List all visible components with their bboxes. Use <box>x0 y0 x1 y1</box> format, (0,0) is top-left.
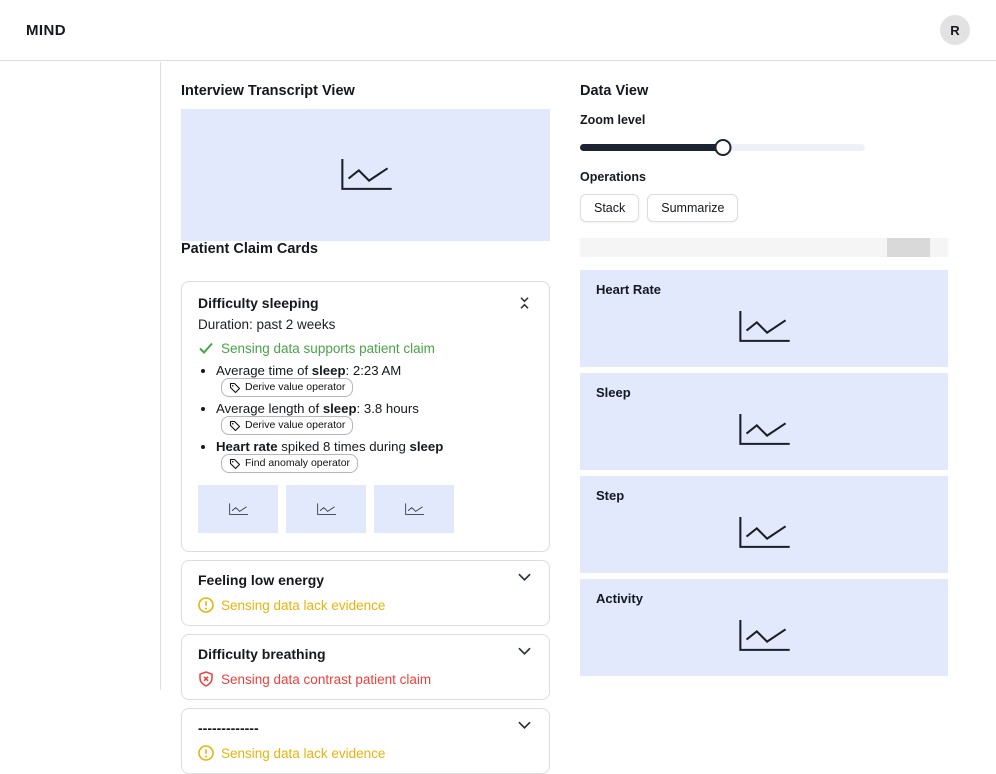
top-bar <box>0 0 996 61</box>
operator-chip-label: Derive value operator <box>245 381 346 393</box>
zoom-slider[interactable] <box>580 139 865 156</box>
claim-duration: Duration: past 2 weeks <box>198 317 336 332</box>
operations-label: Operations <box>580 170 646 184</box>
claim-status <box>198 597 533 613</box>
data-chart-label: Activity <box>596 591 643 606</box>
operator-chip[interactable] <box>221 454 358 473</box>
line-chart-icon <box>733 618 795 655</box>
line-chart-icon <box>733 412 795 449</box>
shield-x-icon <box>198 671 214 687</box>
claim-status <box>198 340 533 356</box>
line-chart-icon <box>335 157 397 194</box>
stack-button[interactable]: Stack <box>580 194 639 222</box>
transcript-chart-placeholder <box>181 109 550 241</box>
claim-title: ------------- <box>198 720 259 736</box>
operator-chip-label: Find anomaly operator <box>245 457 351 469</box>
transcript-column <box>181 83 550 774</box>
evidence-text: : 3.8 hours <box>356 401 419 416</box>
claim-title: Feeling low energy <box>198 572 325 588</box>
tag-icon <box>229 458 241 470</box>
claim-title: Difficulty breathing <box>198 646 326 662</box>
evidence-item <box>216 401 533 435</box>
evidence-text: Average time of <box>216 363 312 378</box>
operator-chip[interactable] <box>221 416 353 435</box>
claim-status-label: Sensing data lack evidence <box>221 597 386 613</box>
zoom-slider-fill <box>580 144 723 151</box>
evidence-keyword: Heart rate <box>216 439 278 454</box>
claim-status <box>198 745 533 761</box>
evidence-keyword: sleep <box>322 401 357 416</box>
tag-icon <box>229 382 241 394</box>
chevron-down-icon <box>518 573 531 581</box>
claim-card-feeling-low-energy <box>181 560 550 626</box>
collapse-icon <box>518 296 531 310</box>
claim-card-header[interactable] <box>198 645 533 663</box>
chart-icon-wrap <box>580 500 948 567</box>
data-chart-label: Step <box>596 488 625 503</box>
transcript-view-title: Interview Transcript View <box>181 83 355 99</box>
chevron-down-icon <box>518 721 531 729</box>
chart-icon-wrap <box>580 397 948 464</box>
claim-status-label: Sensing data contrast patient claim <box>221 671 432 687</box>
data-chart-label: Sleep <box>596 385 631 400</box>
mini-chart-icon <box>227 502 250 517</box>
chart-thumbnail[interactable] <box>198 485 278 533</box>
claim-card-difficulty-breathing <box>181 634 550 700</box>
main-content <box>161 61 996 774</box>
data-chart-label: Heart Rate <box>596 282 662 297</box>
user-avatar[interactable]: R <box>940 15 970 45</box>
claim-cards-title: Patient Claim Cards <box>181 241 318 257</box>
evidence-keyword: sleep <box>311 363 346 378</box>
evidence-text: spiked 8 times during <box>277 439 410 454</box>
check-icon <box>198 340 214 356</box>
data-view-title: Data View <box>580 83 649 99</box>
expand-button[interactable] <box>516 719 533 731</box>
claim-card-header[interactable] <box>198 719 533 737</box>
tag-icon <box>229 420 241 432</box>
horizontal-scrollbar[interactable] <box>580 238 948 257</box>
data-view-column <box>580 83 948 774</box>
evidence-text: : 2:23 AM <box>345 363 402 378</box>
operations-buttons <box>580 194 948 222</box>
claim-status-label: Sensing data lack evidence <box>221 745 386 761</box>
zoom-slider-thumb[interactable] <box>714 139 731 156</box>
line-chart-icon <box>733 515 795 552</box>
claim-title: Difficulty sleeping <box>198 295 319 311</box>
claim-status-label: Sensing data supports patient claim <box>221 340 435 356</box>
line-chart-icon <box>733 309 795 346</box>
data-chart-step[interactable] <box>580 476 948 573</box>
chart-thumbnail[interactable] <box>286 485 366 533</box>
expand-button[interactable] <box>516 571 533 583</box>
summarize-button[interactable]: Summarize <box>647 194 738 222</box>
mini-chart-icon <box>403 502 426 517</box>
vertical-divider <box>160 62 161 690</box>
evidence-keyword: sleep <box>409 439 444 454</box>
brand-logo: MIND <box>26 21 66 39</box>
chart-thumbnail[interactable] <box>374 485 454 533</box>
mini-chart-icon <box>315 502 338 517</box>
chart-icon-wrap <box>580 294 948 361</box>
data-chart-list <box>580 270 948 676</box>
operator-chip-label: Derive value operator <box>245 419 346 431</box>
evidence-text: Average length of <box>216 401 323 416</box>
evidence-chart-thumbnails <box>198 485 533 533</box>
data-chart-sleep[interactable] <box>580 373 948 470</box>
data-chart-activity[interactable] <box>580 579 948 676</box>
alert-circle-icon <box>198 597 214 613</box>
chart-icon-wrap <box>580 603 948 670</box>
data-chart-heart-rate[interactable] <box>580 270 948 367</box>
claim-card-header[interactable] <box>198 294 533 312</box>
claim-card-unnamed <box>181 708 550 774</box>
operator-chip[interactable] <box>221 378 353 397</box>
claim-card-difficulty-sleeping <box>181 281 550 552</box>
zoom-level-label: Zoom level <box>580 113 646 127</box>
expand-button[interactable] <box>516 645 533 657</box>
evidence-item <box>216 439 533 473</box>
horizontal-scrollbar-thumb[interactable] <box>887 238 929 257</box>
collapse-button[interactable] <box>516 294 533 312</box>
claim-status <box>198 671 533 687</box>
evidence-item <box>216 363 533 397</box>
chevron-down-icon <box>518 647 531 655</box>
alert-circle-icon <box>198 745 214 761</box>
claim-card-header[interactable] <box>198 571 533 589</box>
evidence-list <box>198 363 533 473</box>
